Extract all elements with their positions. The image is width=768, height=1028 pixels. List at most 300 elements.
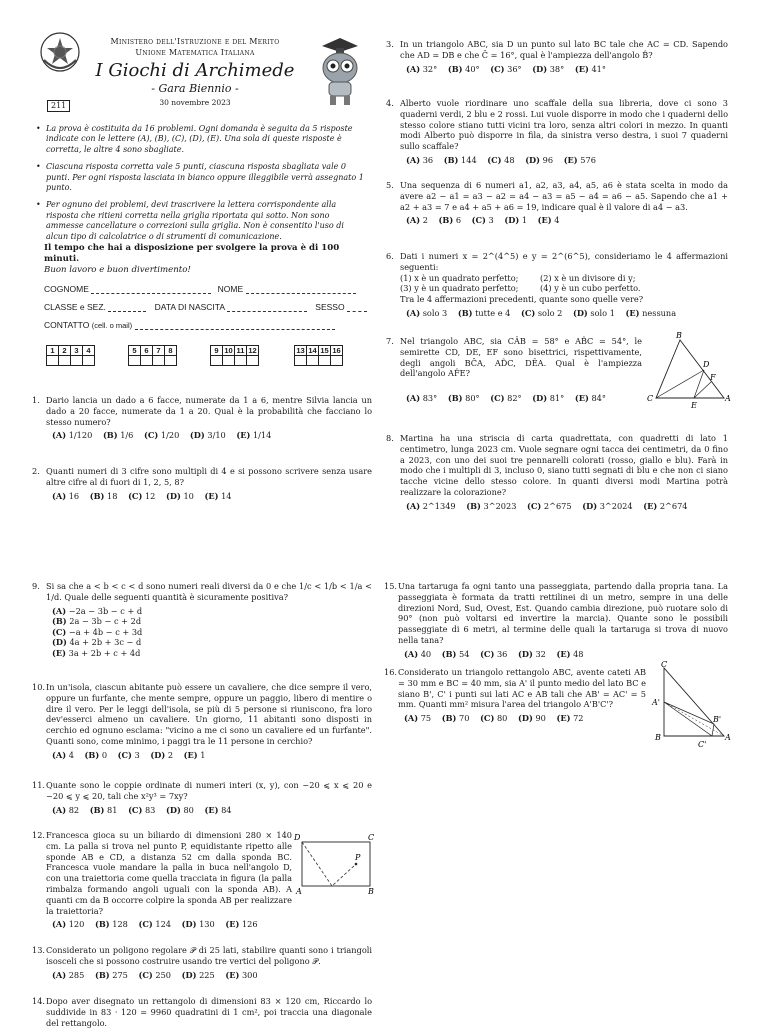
grid-cell[interactable] bbox=[223, 356, 235, 366]
answer-row bbox=[406, 64, 728, 75]
answer-row bbox=[406, 308, 728, 319]
answer-option[interactable]: 144 bbox=[461, 154, 477, 165]
answer-option[interactable]: 18 bbox=[107, 490, 118, 501]
answer-letter: (A) bbox=[52, 430, 67, 441]
figure-label: C' bbox=[698, 740, 707, 749]
answer-letter: (B) bbox=[94, 919, 110, 930]
answer-letter: (D) bbox=[181, 919, 197, 930]
answer-letter: (B) bbox=[52, 616, 67, 627]
answer-letter: (A) bbox=[52, 490, 67, 501]
figure-label: E bbox=[691, 401, 697, 410]
answer-letter: (E) bbox=[574, 393, 589, 404]
header bbox=[90, 36, 300, 108]
answer-letter: (B) bbox=[447, 393, 463, 404]
figure-label: B' bbox=[713, 715, 722, 724]
statement: (3) y è un quadrato perfetto; bbox=[400, 283, 519, 294]
answer-letter: (E) bbox=[574, 63, 589, 74]
question-text: In un'isola, ciascun abitante può essere un cavaliere, che dice sempre il vero, oppure un furfante, che mente sempre, oppure un paggio, libero di mentire o dire il vero. Per le leggi dell'isola, se più di 5 persone si riuniscono, fra loro dev'esserci almeno un cavaliere. Un giorno, 11 abitanti sono disposti in cerchio ed ognuno esclama: "vicino a me ci sono un cavaliere ed un furfante". Quanti sono, come minimo, i paggi tra le 11 persone in cerchio? bbox=[46, 682, 372, 746]
answer-option[interactable]: 126 bbox=[241, 919, 258, 930]
answer-grid-3 bbox=[210, 345, 259, 366]
figure-label: A bbox=[725, 733, 731, 742]
answer-letter: (D) bbox=[504, 215, 520, 226]
grid-number: 2 bbox=[59, 346, 71, 356]
grid-cell[interactable] bbox=[141, 356, 153, 366]
surname-field[interactable] bbox=[91, 293, 211, 294]
answer-letter: (B) bbox=[94, 969, 110, 980]
answer-letter: (C) bbox=[490, 63, 505, 74]
answer-option[interactable] bbox=[52, 648, 372, 659]
grid-cell[interactable] bbox=[319, 356, 331, 366]
answer-letter: (D) bbox=[165, 804, 181, 815]
grid-cell[interactable] bbox=[235, 356, 247, 366]
answer-letter: (A) bbox=[406, 154, 421, 165]
answer-option[interactable]: 3/10 bbox=[207, 430, 226, 441]
answer-option[interactable]: 36 bbox=[422, 154, 434, 165]
answer-option[interactable]: 3^2024 bbox=[599, 500, 633, 511]
question-11 bbox=[32, 780, 372, 815]
question-text: Alberto vuole riordinare uno scaffale della sua libreria, dove ci sono 3 quaderni verdi, 2 blu e 2 rossi. Lui vuole disporre in modo che i quaderni dello stesso colore stiano tutti vicini tra loro, senza altri colori in mezzo. In quanti modi Alberto può disporre in fila, da sinistra verso destra, i suoi 7 quaderni sullo scaffale? bbox=[400, 98, 728, 152]
question-text: Francesca gioca su un biliardo di dimensioni 280 × 140 cm. La palla si trova nel punto P, equidistante ripetto alle sponde AB e CD, a distanza 52 cm dalla sponda BC. Francesca vuole mandare la palla in buca nell'angolo D, con una traiettoria come quella tracciata in figura (la palla rimbalza formando angoli uguali con la sponda AB). A quanti cm da B occorre colpire la sponda AB per realizzare la traiettoria? bbox=[46, 830, 292, 916]
name-label: NOME bbox=[217, 284, 244, 294]
answer-option[interactable]: 83 bbox=[144, 804, 156, 815]
answer-letter: (B) bbox=[441, 648, 457, 659]
answer-option[interactable]: 2^675 bbox=[543, 500, 572, 511]
answer-option[interactable]: 0 bbox=[101, 749, 108, 760]
answer-option[interactable]: 82 bbox=[68, 804, 80, 815]
answer-value: 3a + 2b + c + 4d bbox=[68, 647, 141, 658]
answer-letter: (E) bbox=[52, 647, 66, 658]
answer-row bbox=[52, 430, 372, 441]
question-9 bbox=[32, 581, 372, 659]
answer-row bbox=[406, 215, 728, 226]
ministry-name: Ministero dell'Istruzione e del Merito bbox=[110, 37, 280, 46]
answer-value: −a + 4b − c + 3d bbox=[68, 626, 143, 637]
answer-letter: (E) bbox=[625, 307, 640, 318]
answer-letter: (B) bbox=[89, 490, 105, 501]
answer-option[interactable] bbox=[52, 616, 372, 627]
grid-cell[interactable] bbox=[47, 356, 59, 366]
statement-list bbox=[400, 273, 728, 295]
right-triangle-figure bbox=[650, 658, 734, 750]
answer-option[interactable]: 130 bbox=[199, 919, 215, 930]
answer-letter: (C) bbox=[138, 969, 153, 980]
answer-option[interactable]: nessuna bbox=[642, 307, 677, 318]
question-text: Dopo aver disegnato un rettangolo di dimensioni 83 × 120 cm, Riccardo lo suddivide in 83 · 120 = 9960 quadratini di 1 cm², poi traccia una diagonale del rettangolo. bbox=[46, 996, 372, 1028]
sex-field[interactable] bbox=[347, 311, 367, 312]
rules-list bbox=[36, 124, 366, 249]
grid-number: 16 bbox=[332, 346, 341, 355]
answer-option[interactable]: 84 bbox=[221, 804, 232, 815]
form-row-2 bbox=[44, 302, 367, 312]
answer-option[interactable]: 2 bbox=[167, 749, 174, 760]
answer-letter: (D) bbox=[525, 154, 541, 165]
answer-letter: (D) bbox=[150, 749, 166, 760]
answer-option[interactable]: solo 2 bbox=[537, 307, 563, 318]
figure-label: A bbox=[725, 394, 731, 403]
answer-option[interactable]: 1/6 bbox=[120, 430, 134, 441]
answer-letter: (E) bbox=[225, 969, 240, 980]
answer-letter: (C) bbox=[487, 154, 502, 165]
question-text: Si sa che a < b < c < d sono numeri reali diversi da 0 e che 1/c < 1/b < 1/a < 1/d. Quale delle seguenti quantità è sicuramente positiva? bbox=[46, 581, 372, 602]
form-row-3 bbox=[44, 320, 335, 330]
time-notice-block bbox=[44, 243, 374, 276]
question-text: Quante sono le coppie ordinate di numeri interi (x, y), con −20 ⩽ x ⩽ 20 e −20 ⩽ y ⩽ 20, tali che x²y³ = 7xy? bbox=[46, 780, 372, 801]
answer-letter: (E) bbox=[225, 919, 240, 930]
answer-option[interactable]: 4 bbox=[68, 749, 74, 760]
question-5 bbox=[386, 180, 728, 226]
grid-number: 14 bbox=[308, 346, 317, 355]
answer-letter: (E) bbox=[204, 490, 219, 501]
form-row-1 bbox=[44, 284, 356, 294]
answer-letter: (D) bbox=[52, 637, 67, 648]
answer-letter: (C) bbox=[128, 804, 143, 815]
answer-row bbox=[52, 919, 292, 930]
answer-option[interactable]: 300 bbox=[241, 969, 258, 980]
answer-option[interactable]: 120 bbox=[68, 919, 85, 930]
question-text: Considerato un triangolo rettangolo ABC, avente cateti AB = 30 mm e BC = 40 mm, sia A' il punto medio del lato BC e siano B', C' i punti sui lati AC e AB tali che AB' = AC' = 5 mm. Quanti mm² misura l'area del triangolo A'B'C'? bbox=[398, 667, 646, 710]
test-code-badge: 211 bbox=[47, 100, 70, 112]
answer-option[interactable]: 124 bbox=[155, 919, 172, 930]
question-text: Quanti numeri di 3 cifre sono multipli di 4 e si possono scrivere senza usare altre cifre al di fuori di 1, 2, 5, 8? bbox=[46, 466, 372, 487]
answer-option[interactable]: 2^674 bbox=[659, 500, 688, 511]
answer-letter: (E) bbox=[556, 713, 571, 724]
answer-option[interactable]: tutte e 4 bbox=[475, 307, 511, 318]
answer-option[interactable]: 3 bbox=[134, 749, 140, 760]
question-text-2: Tra le 4 affermazioni precedenti, quante sono quelle vere? bbox=[400, 294, 644, 305]
answer-letter: (D) bbox=[165, 490, 181, 501]
answer-letter: (E) bbox=[183, 749, 198, 760]
answer-letter: (C) bbox=[144, 430, 159, 441]
question-number: 9. bbox=[32, 581, 40, 591]
statement: (1) x è un quadrato perfetto; bbox=[400, 272, 519, 283]
answer-option[interactable]: 41° bbox=[591, 63, 606, 74]
answer-letter: (D) bbox=[532, 393, 548, 404]
answer-letter: (C) bbox=[471, 215, 486, 226]
question-number: 14. bbox=[32, 996, 46, 1006]
grid-number: 12 bbox=[248, 346, 257, 355]
answer-letter: (A) bbox=[406, 500, 421, 511]
question-text: Una tartaruga fa ogni tanto una passeggiata, partendo dalla propria tana. La passeggiata è formata da tratti rettilinei di un metro, sempre in una delle direzioni Nord, Sud, Ovest, Est. Quando cambia direzione, può ruotare solo di 90° (non può voltarsi ed invertire la marcia). Quante sono le possibili passeggiate di 6 metri, al termine delle quali la tartaruga si trova di nuovo nella tana? bbox=[398, 581, 728, 645]
figure-label: P bbox=[355, 853, 361, 862]
answer-option[interactable]: 72 bbox=[573, 713, 584, 724]
answer-option[interactable]: 3^2023 bbox=[483, 500, 517, 511]
answer-letter: (B) bbox=[447, 63, 463, 74]
figure-label: B bbox=[676, 331, 682, 340]
rule-item: • La prova è costituita da 16 problemi. Ogni domanda è seguita da 5 risposte indicate con le lettere (A), (B), (C), (D), (E). Una sola di queste risposte è corretta, le altre 4 sono sbagliate. bbox=[36, 124, 366, 155]
question-8 bbox=[386, 433, 728, 512]
question-number: 7. bbox=[386, 336, 394, 346]
union-name: Unione Matematica Italiana bbox=[135, 48, 255, 57]
figure-label: B bbox=[368, 887, 374, 896]
contact-field[interactable] bbox=[135, 329, 335, 330]
answer-letter: (A) bbox=[52, 969, 67, 980]
answer-option[interactable]: 54 bbox=[459, 648, 470, 659]
figure-label: D bbox=[703, 360, 710, 369]
answer-letter: (A) bbox=[52, 749, 67, 760]
rule-item: • Per ognuno dei problemi, devi trascrivere la lettera corrispondente alla risposta che ritieni corretta nella griglia riportata qui sotto. Non sono ammesse cancellature o correzioni sulla griglia. Non è consentito l'uso di alcun tipo di calcolatrice o di strumenti di comunicazione. bbox=[36, 200, 366, 242]
question-number: 6. bbox=[386, 251, 394, 261]
answer-option[interactable]: 32 bbox=[535, 648, 546, 659]
question-15 bbox=[384, 581, 728, 660]
grid-number: 5 bbox=[129, 346, 141, 356]
figure-label: D bbox=[294, 833, 301, 842]
question-6 bbox=[386, 251, 728, 319]
grid-cell[interactable] bbox=[211, 356, 223, 366]
question-2 bbox=[32, 466, 372, 501]
answer-letter: (C) bbox=[128, 490, 143, 501]
question-13 bbox=[32, 945, 372, 980]
answer-option[interactable]: 2 bbox=[422, 215, 428, 226]
grid-cell[interactable] bbox=[307, 356, 319, 366]
answer-grid-4 bbox=[294, 345, 343, 366]
exam-date: 30 novembre 2023 bbox=[159, 98, 231, 107]
answer-letter: (C) bbox=[138, 919, 153, 930]
answer-option[interactable]: 80 bbox=[496, 713, 508, 724]
grid-cell[interactable] bbox=[165, 356, 177, 366]
answer-option[interactable]: 70 bbox=[459, 713, 470, 724]
answer-option[interactable]: 80° bbox=[465, 393, 480, 404]
republic-emblem-icon bbox=[38, 30, 82, 78]
answer-letter: (E) bbox=[537, 215, 552, 226]
answer-option[interactable]: 16 bbox=[68, 490, 80, 501]
figure-label: A' bbox=[652, 698, 660, 707]
answer-option[interactable]: 75 bbox=[420, 713, 432, 724]
answer-letter: (E) bbox=[643, 500, 658, 511]
grid-number: 13 bbox=[296, 346, 305, 355]
answer-letter: (B) bbox=[466, 500, 481, 511]
answer-letter: (B) bbox=[441, 713, 457, 724]
answer-letter: (C) bbox=[490, 393, 505, 404]
page-subtitle: - Gara Biennio - bbox=[151, 82, 239, 95]
answer-option[interactable]: 3 bbox=[488, 215, 494, 226]
answer-option[interactable]: 576 bbox=[580, 154, 596, 165]
question-number: 5. bbox=[386, 180, 394, 190]
answer-grid-1 bbox=[46, 345, 95, 366]
figure-label: F bbox=[710, 373, 716, 382]
grid-number: 4 bbox=[83, 346, 95, 356]
answer-letter: (D) bbox=[572, 307, 588, 318]
answer-letter: (B) bbox=[438, 215, 454, 226]
answer-row bbox=[404, 713, 646, 724]
grid-number: 6 bbox=[141, 346, 153, 356]
question-text: Una sequenza di 6 numeri a1, a2, a3, a4, a5, a6 è stata scelta in modo da avere a2 − a1 = a3 − a2 = a4 − a3 = a5 − a4 = a6 − a5. Sapendo che a1 + a2 + a3 = 7 e a4 + a5 + a6 = 19, indicare qual è il valore di a4 − a3. bbox=[400, 180, 728, 212]
triangle-bisector-figure bbox=[644, 330, 732, 410]
answer-list bbox=[52, 606, 372, 659]
answer-option[interactable]: 48 bbox=[504, 154, 515, 165]
question-number: 12. bbox=[32, 830, 46, 840]
time-notice: Il tempo che hai a disposizione per svolgere la prova è di 100 minuti. bbox=[44, 243, 340, 264]
answer-letter: (B) bbox=[102, 430, 118, 441]
answer-letter: (E) bbox=[563, 154, 578, 165]
answer-letter: (C) bbox=[117, 749, 132, 760]
answer-option[interactable]: 32° bbox=[422, 63, 438, 74]
question-text: Dati i numeri x = 2^(4^5) e y = 2^(6^5), consideriamo le 4 affermazioni seguenti: bbox=[400, 251, 728, 272]
grid-cell[interactable] bbox=[247, 356, 259, 366]
answer-option[interactable]: 275 bbox=[112, 969, 128, 980]
answer-letter: (C) bbox=[520, 307, 536, 318]
answer-letter: (A) bbox=[406, 215, 421, 226]
answer-letter: (B) bbox=[84, 749, 100, 760]
answer-option[interactable]: solo 3 bbox=[422, 307, 448, 318]
figure-label: C bbox=[661, 660, 668, 669]
answer-option[interactable]: 40 bbox=[420, 648, 432, 659]
answer-option[interactable]: 250 bbox=[155, 969, 172, 980]
answer-option[interactable]: 225 bbox=[199, 969, 215, 980]
question-number: 8. bbox=[386, 433, 394, 443]
answer-letter: (E) bbox=[556, 648, 571, 659]
answer-letter: (A) bbox=[52, 919, 67, 930]
answer-letter: (E) bbox=[204, 804, 219, 815]
answer-option[interactable]: 81° bbox=[549, 393, 565, 404]
billiard-figure bbox=[294, 830, 378, 898]
answer-value: 2a − 3b − c + 2d bbox=[69, 616, 142, 627]
question-number: 11. bbox=[32, 780, 46, 790]
answer-option[interactable]: 82° bbox=[507, 393, 522, 404]
question-number: 16. bbox=[384, 667, 398, 677]
answer-option[interactable]: 80 bbox=[183, 804, 194, 815]
answer-option[interactable]: 83° bbox=[422, 393, 438, 404]
answer-option[interactable]: 84° bbox=[591, 393, 606, 404]
page-title: I Giochi di Archimede bbox=[95, 60, 295, 81]
answer-row bbox=[52, 805, 372, 816]
grid-cell[interactable] bbox=[129, 356, 141, 366]
answer-letter: (B) bbox=[443, 154, 459, 165]
answer-row bbox=[52, 491, 372, 502]
answer-letter: (E) bbox=[236, 430, 251, 441]
grid-number: 7 bbox=[153, 346, 165, 356]
question-16 bbox=[384, 667, 646, 724]
name-field[interactable] bbox=[246, 293, 356, 294]
contact-label: CONTATTO bbox=[44, 320, 90, 330]
answer-letter: (D) bbox=[189, 430, 205, 441]
answer-letter: (D) bbox=[517, 713, 533, 724]
answer-letter: (D) bbox=[181, 969, 197, 980]
question-text: Martina ha una striscia di carta quadrettata, con quadretti di lato 1 centimetro, lunga 2023 cm. Vuole segnare ogni tacca dei centimetri, da 0 fino a 2023, con uno dei suoi tre pennarelli colorati (rosso, giallo e blu). Farà in modo che i multipli di 3, incluso 0, siano tutti segnati di blu e che non ci siano tacche vicine dello stesso colore. In quanti diversi modi Martina potrà realizzare la colorazione? bbox=[400, 433, 728, 497]
figure-label: B bbox=[655, 733, 661, 742]
answer-letter: (C) bbox=[480, 648, 495, 659]
answer-row bbox=[52, 970, 372, 981]
answer-option[interactable]: 1 bbox=[200, 749, 206, 760]
question-text: Nel triangolo ABC, sia CÂB = 58° e AB̂C = 54°, le semirette CD, DE, EF sono bisettrici, rispettivamente, degli angoli BĈA, AD̂C, DÊA. Qual è l'ampiezza dell'angolo AF̂E? bbox=[400, 336, 642, 379]
answer-row bbox=[406, 501, 728, 512]
answer-option[interactable]: solo 1 bbox=[590, 307, 615, 318]
answer-option[interactable]: 36 bbox=[496, 648, 508, 659]
question-number: 3. bbox=[386, 39, 394, 49]
answer-option[interactable]: 1/14 bbox=[252, 430, 272, 441]
answer-letter: (C) bbox=[52, 626, 67, 637]
figure-label: A bbox=[296, 887, 302, 896]
robot-mascot-icon bbox=[316, 36, 364, 108]
good-luck: Buon lavoro e buon divertimento! bbox=[44, 265, 191, 275]
answer-row bbox=[406, 155, 728, 166]
question-3 bbox=[386, 39, 728, 74]
sex-label: SESSO bbox=[315, 302, 345, 312]
answer-option[interactable]: 6 bbox=[455, 215, 462, 226]
grid-cell[interactable] bbox=[331, 356, 343, 366]
answer-option[interactable]: 128 bbox=[112, 919, 128, 930]
answer-option[interactable]: 90 bbox=[535, 713, 546, 724]
answer-letter: (C) bbox=[480, 713, 495, 724]
answer-letter: (A) bbox=[52, 605, 67, 616]
grid-number: 9 bbox=[211, 346, 223, 356]
answer-row bbox=[52, 750, 372, 761]
grid-cell[interactable] bbox=[295, 356, 307, 366]
grid-number: 11 bbox=[235, 346, 247, 356]
answer-letter: (D) bbox=[582, 500, 598, 511]
answer-option[interactable]: 36° bbox=[507, 63, 522, 74]
class-field[interactable] bbox=[108, 311, 146, 312]
rule-item: • Ciascuna risposta corretta vale 5 punti, ciascuna risposta sbagliata vale 0 punti. Per ogni risposta lasciata in bianco oppure illeggibile verrà assegnato 1 punto. bbox=[36, 162, 366, 193]
figure-label: C bbox=[368, 833, 375, 842]
question-number: 4. bbox=[386, 98, 394, 108]
grid-cell[interactable] bbox=[59, 356, 71, 366]
statement: (4) y è un cubo perfetto. bbox=[540, 283, 641, 294]
contact-note: (cell. o mail) bbox=[91, 321, 133, 330]
answer-option[interactable]: 4 bbox=[554, 215, 560, 226]
answer-grid-2 bbox=[128, 345, 177, 366]
answer-option[interactable]: 12 bbox=[144, 490, 156, 501]
question-number: 10. bbox=[32, 682, 46, 692]
question-number: 15. bbox=[384, 581, 398, 591]
answer-option[interactable]: 285 bbox=[68, 969, 85, 980]
answer-letter: (C) bbox=[527, 500, 542, 511]
grid-cell[interactable] bbox=[153, 356, 165, 366]
birth-field[interactable] bbox=[227, 311, 307, 312]
figure-label: C bbox=[647, 394, 654, 403]
answer-option[interactable]: 81 bbox=[107, 804, 118, 815]
birth-label: DATA DI NASCITA bbox=[154, 302, 225, 312]
grid-number: 15 bbox=[320, 346, 329, 355]
surname-label: COGNOME bbox=[44, 284, 89, 294]
grid-number: 8 bbox=[165, 346, 177, 356]
statement: (2) x è un divisore di y; bbox=[540, 272, 636, 283]
question-12 bbox=[32, 830, 292, 930]
question-number: 1. bbox=[32, 395, 40, 405]
question-1 bbox=[32, 395, 372, 441]
answer-option[interactable]: 40° bbox=[465, 63, 480, 74]
answer-option[interactable]: 1 bbox=[521, 215, 528, 226]
grid-cell[interactable] bbox=[83, 356, 95, 366]
grid-number: 3 bbox=[71, 346, 83, 356]
answer-letter: (A) bbox=[406, 63, 421, 74]
question-10 bbox=[32, 682, 372, 761]
answer-option[interactable]: 48 bbox=[573, 648, 584, 659]
answer-option[interactable]: 10 bbox=[183, 490, 194, 501]
answer-option[interactable]: 1/20 bbox=[160, 430, 180, 441]
answer-letter: (D) bbox=[532, 63, 548, 74]
answer-letter: (A) bbox=[52, 804, 67, 815]
answer-option[interactable] bbox=[52, 627, 372, 638]
answer-letter: (B) bbox=[89, 804, 105, 815]
answer-option[interactable]: 14 bbox=[221, 490, 232, 501]
answer-option[interactable]: 1/120 bbox=[68, 430, 93, 441]
question-number: 2. bbox=[32, 466, 40, 476]
answer-option[interactable]: 2^1349 bbox=[422, 500, 456, 511]
grid-cell[interactable] bbox=[71, 356, 83, 366]
answer-option[interactable] bbox=[52, 606, 372, 617]
answer-letter: (A) bbox=[406, 307, 421, 318]
answer-value: 4a + 2b + 3c − d bbox=[69, 637, 142, 648]
grid-number: 1 bbox=[47, 346, 59, 356]
grid-number: 10 bbox=[224, 346, 233, 355]
question-text: Dario lancia un dado a 6 facce, numerate da 1 a 6, mentre Silvia lancia un dado a 20 facce, numerate da 1 a 20. Qual è la probabilità che facciano lo stesso numero? bbox=[46, 395, 372, 427]
answer-option[interactable] bbox=[52, 637, 372, 648]
answer-letter: (A) bbox=[404, 648, 419, 659]
answer-option[interactable]: 96 bbox=[542, 154, 554, 165]
answer-letter: (B) bbox=[457, 307, 473, 318]
answer-option[interactable]: 38° bbox=[549, 63, 565, 74]
question-14 bbox=[32, 996, 372, 1028]
